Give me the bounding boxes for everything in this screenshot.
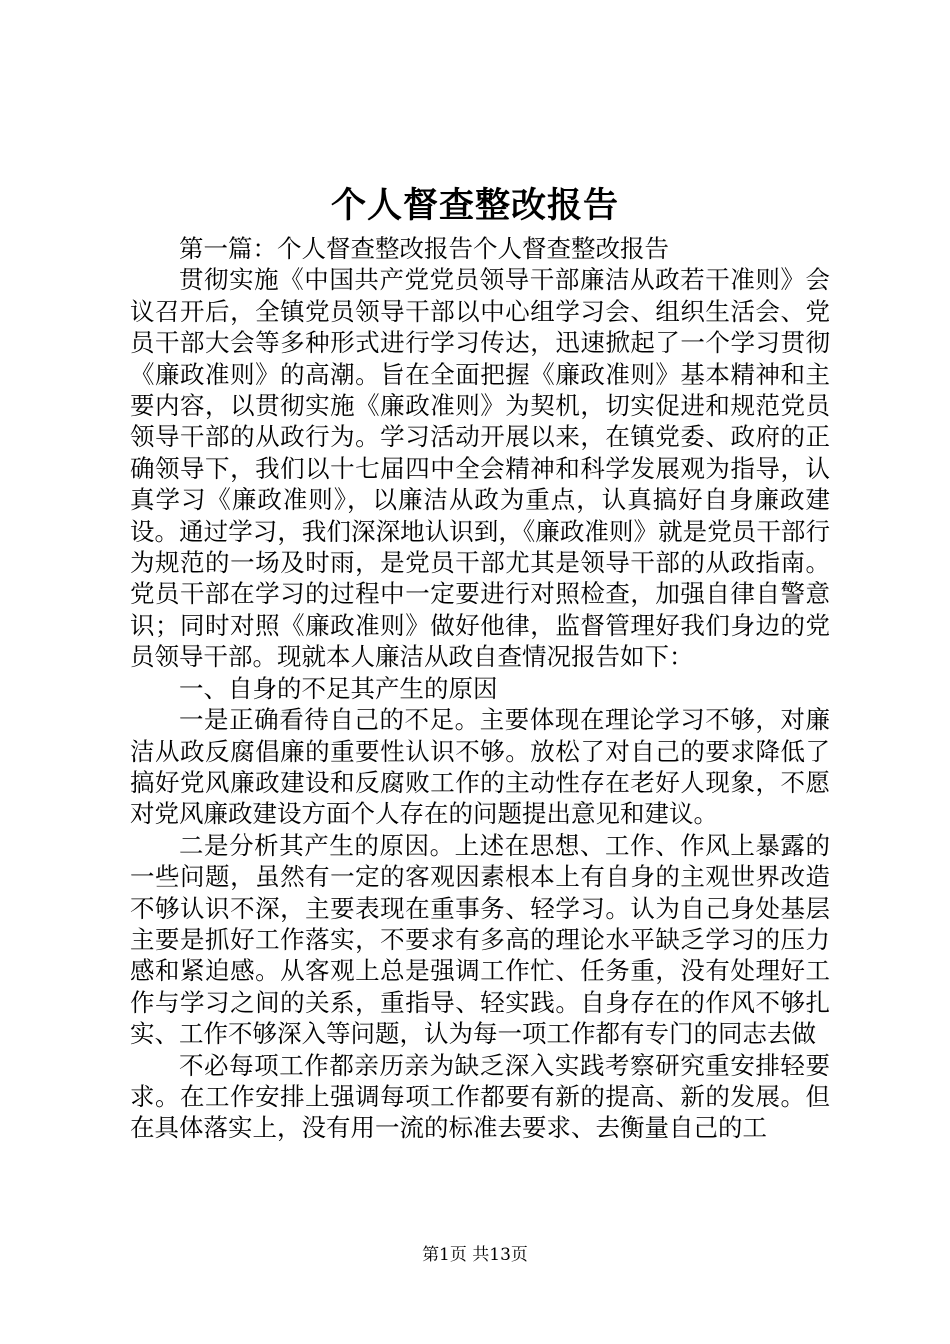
- paragraph: 不必每项工作都亲历亲为缺乏深入实践考察研究重安排轻要求。在工作安排上强调每项工作都要有新的提高、新的发展。但在具体落实上，没有用一流的标准去要求、去衡量自己的工: [130, 1050, 830, 1143]
- document-body: [130, 233, 830, 1144]
- section-heading: 一、自身的不足其产生的原因: [179, 673, 498, 703]
- page-number-footer: 第1页 共13页: [422, 1245, 528, 1265]
- paragraph-heading: 第一篇：个人督查整改报告个人督查整改报告: [179, 234, 669, 263]
- paragraph: 二是分析其产生的原因。上述在思想、工作、作风上暴露的一些问题，虽然有一定的客观因素根本上有自身的主观世界改造不够认识不深，主要表现在重事务、轻学习。认为自己身处基层主要是抓好工作落实，不要求有多高的理论水平缺乏学习的压力感和紧迫感。从客观上总是强调工作忙、任务重，没有处理好工作与学习之间的关系，重指导、轻实践。自身存在的作风不够扎实、工作不够深入等问题，认为每一项工作都有专门的同志去做: [130, 830, 830, 1049]
- document-title: 个人督查整改报告: [330, 185, 619, 226]
- paragraph: 贯彻实施《中国共产党党员领导干部廉洁从政若干准则》会议召开后，全镇党员领导干部以中心组学习会、组织生活会、党员干部大会等多种形式进行学习传达，迅速掀起了一个学习贯彻《廉政准则》的高潮。旨在全面把握《廉政准则》基本精神和主要内容，以贯彻实施《廉政准则》为契机，切实促进和规范党员领导干部的从政行为。学习活动开展以来，在镇党委、政府的正确领导下，我们以十七届四中全会精神和科学发展观为指导，认真学习《廉政准则》，以廉洁从政为重点，认真搞好自身廉政建设。通过学习，我们深深地认识到，《廉政准则》就是党员干部行为规范的一场及时雨，是党员干部尤其是领导干部的从政指南。党员干部在学习的过程中一定要进行对照检查，加强自律自警意识；同时对照《廉政准则》做好他律，监督管理好我们身边的党员领导干部。现就本人廉洁从政自查情况报告如下：: [130, 265, 830, 672]
- paragraph: 一是正确看待自己的不足。主要体现在理论学习不够，对廉洁从政反腐倡廉的重要性认识不够。放松了对自己的要求降低了搞好党风廉政建设和反腐败工作的主动性存在老好人现象，不愿对党风廉政建设方面个人存在的问题提出意见和建议。: [130, 705, 830, 829]
